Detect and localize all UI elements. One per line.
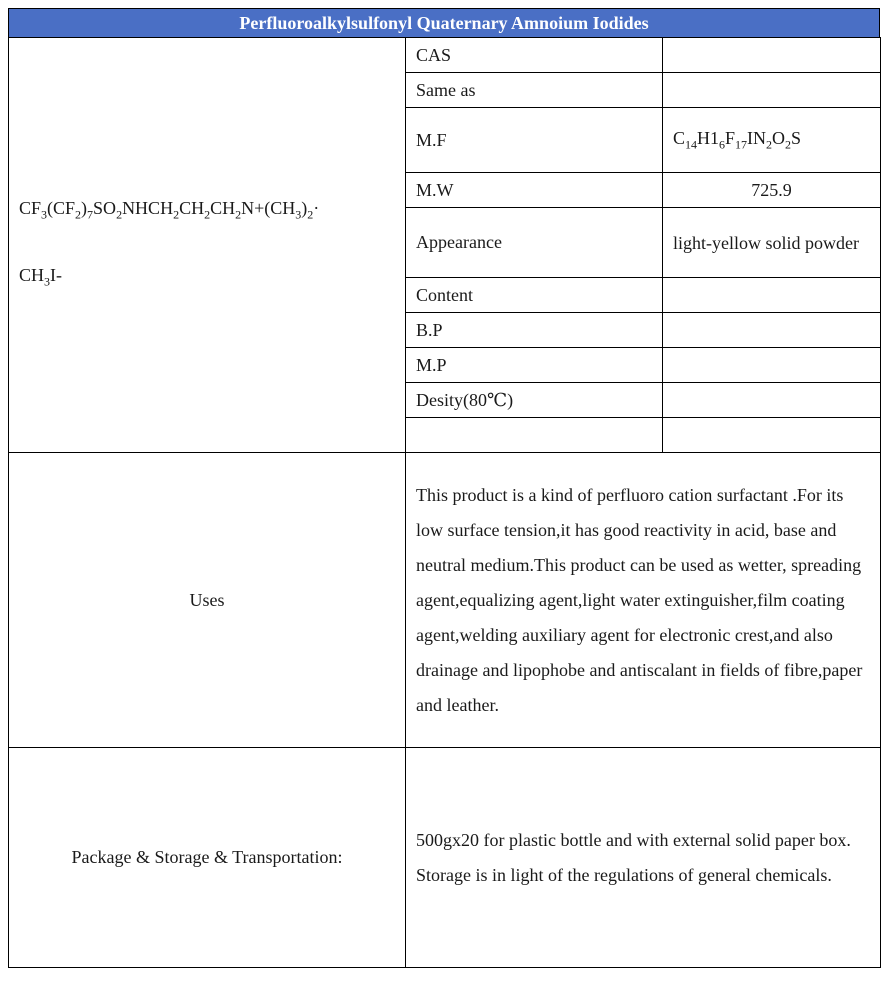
table-row (9, 453, 881, 748)
prop-value-mf: $C_{14}H1_6F_{17}IN_2O_2S$ (663, 108, 881, 173)
page-title: Perfluoroalkylsulfonyl Quaternary Amnoium Iodides (8, 8, 880, 38)
prop-value (663, 313, 881, 348)
prop-label: Content (406, 278, 663, 313)
uses-text: This product is a kind of perfluoro cation surfactant .For its low surface tension,it has good reactivity in acid, base and neutral medium.This product can be used as wetter, spreading agent,equalizing agent,light water extinguisher,film coating agent,welding auxiliary agent for electronic crest,and also drainage and lipophobe and antiscalant in fields of fibre,paper and leather. (406, 453, 881, 748)
prop-value: 725.9 (663, 173, 881, 208)
package-text: 500gx20 for plastic bottle and with external solid paper box. Storage is in light of the regulations of general chemicals. (406, 748, 881, 968)
prop-label: Appearance (406, 208, 663, 278)
table-row (9, 38, 881, 73)
prop-label: M.F (406, 108, 663, 173)
prop-label: Desity(80℃) (406, 383, 663, 418)
package-label: Package & Storage & Transportation: (9, 748, 406, 968)
prop-value (663, 278, 881, 313)
prop-value (663, 383, 881, 418)
spec-table (8, 37, 881, 968)
prop-label: CAS (406, 38, 663, 73)
structure-formula (9, 38, 406, 453)
uses-label: Uses (9, 453, 406, 748)
prop-label: Same as (406, 73, 663, 108)
prop-value (663, 418, 881, 453)
prop-value (663, 38, 881, 73)
prop-value (663, 73, 881, 108)
prop-label: M.W (406, 173, 663, 208)
formula-line-2: $CH_3I-$ (19, 265, 63, 289)
prop-label (406, 418, 663, 453)
prop-label: B.P (406, 313, 663, 348)
formula-line-1: $CF_3(CF_2)_7SO_2NHCH_2CH_2CH_2N+(CH_3)_2\cdot$ (19, 198, 320, 222)
prop-value: light-yellow solid powder (663, 208, 881, 278)
prop-label: M.P (406, 348, 663, 383)
prop-value (663, 348, 881, 383)
table-row (9, 748, 881, 968)
